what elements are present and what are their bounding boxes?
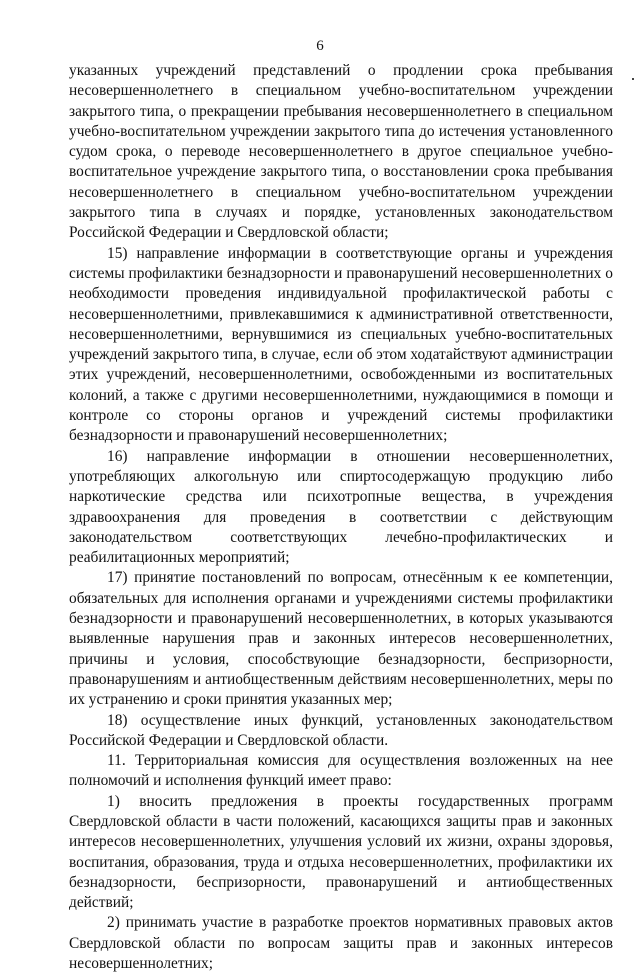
paragraph-right-1: 1) вносить предложения в проекты государственных программ Свердловской области в части положений, касающихся защиты прав и законных интересов несовершеннолетних, улучшения условий их жизни, охраны здоровья, воспитания, образования, труда и отдыха несовершеннолетних, профилактики их безнадзорности, беспризорности, правонарушений и антиобщественных действий; (69, 792, 613, 912)
paragraph-item-18: 18) осуществление иных функций, установленных законодательством Российской Федерации и Свердловской области. (69, 711, 613, 749)
paragraph-item-17: 17) принятие постановлений по вопросам, отнесённым к ее компетенции, обязательных для исполнения органами и учреждениями системы профилактики безнадзорности и правонарушений несовершеннолетних, в которых указываются выявленные нарушения прав и законных интересов несовершеннолетних, причины и условия, способствующие безнадзорности, беспризорности, правонарушениям и антиобщественным действиям несовершеннолетних, меры по их устранению и сроки принятия указанных мер; (69, 569, 613, 709)
paragraph-item-16: 16) направление информации в отношении несовершеннолетних, употребляющих алкогольную или спиртосодержащую продукцию либо наркотические средства или психотропные вещества, в учреждения здравоохранения для проведения в соответствии с действующим законодательством соответствующих лечебно-профилактических и реабилитационных мероприятий; (69, 447, 613, 567)
page-number: 6 (316, 38, 324, 54)
paragraph-item-15: 15) направление информации в соответствующие органы и учреждения системы профилактики безнадзорности и правонарушений несовершеннолетних о необходимости проведения индивидуальной профилактической работы с несовершеннолетними, привлекавшимися к административной ответственности, несовершеннолетними, вернувшимися из специальных учебно-воспитательных учреждений закрытого типа, в случае, если об этом ходатайствуют администрации этих учреждений, несовершеннолетними, освобожденными из воспитательных колоний, а также с другими несовершеннолетними, нуждающимися в помощи и контроле со стороны органов и учреждений системы профилактики безнадзорности и правонарушений несовершеннолетних; (69, 244, 613, 445)
paragraph-section-11: 11. Территориальная комиссия для осуществления возложенных на нее полномочий и исполнения функций имеет право: (69, 752, 613, 790)
scan-mark (632, 78, 634, 80)
paragraph-right-2: 2) принимать участие в разработке проектов нормативных правовых актов Свердловской области по вопросам защиты прав и законных интересов несовершеннолетних; (69, 914, 613, 973)
paragraph-14-continuation: указанных учреждений представлений о продлении срока пребывания несовершеннолетнего в специальном учебно-воспитательном учреждении закрытого типа, о прекращении пребывания несовершеннолетнего в специальном учебно-воспитательном учреждении закрытого типа до истечения установленного судом срока, о переводе несовершеннолетнего в другое специальное учебно-воспитательное учреждение закрытого типа, о восстановлении срока пребывания несовершеннолетнего в специальном учебно-воспитательном учреждении закрытого типа в случаях и порядке, установленных законодательством Российской Федерации и Свердловской области; (69, 62, 613, 242)
body-text (69, 61, 613, 974)
